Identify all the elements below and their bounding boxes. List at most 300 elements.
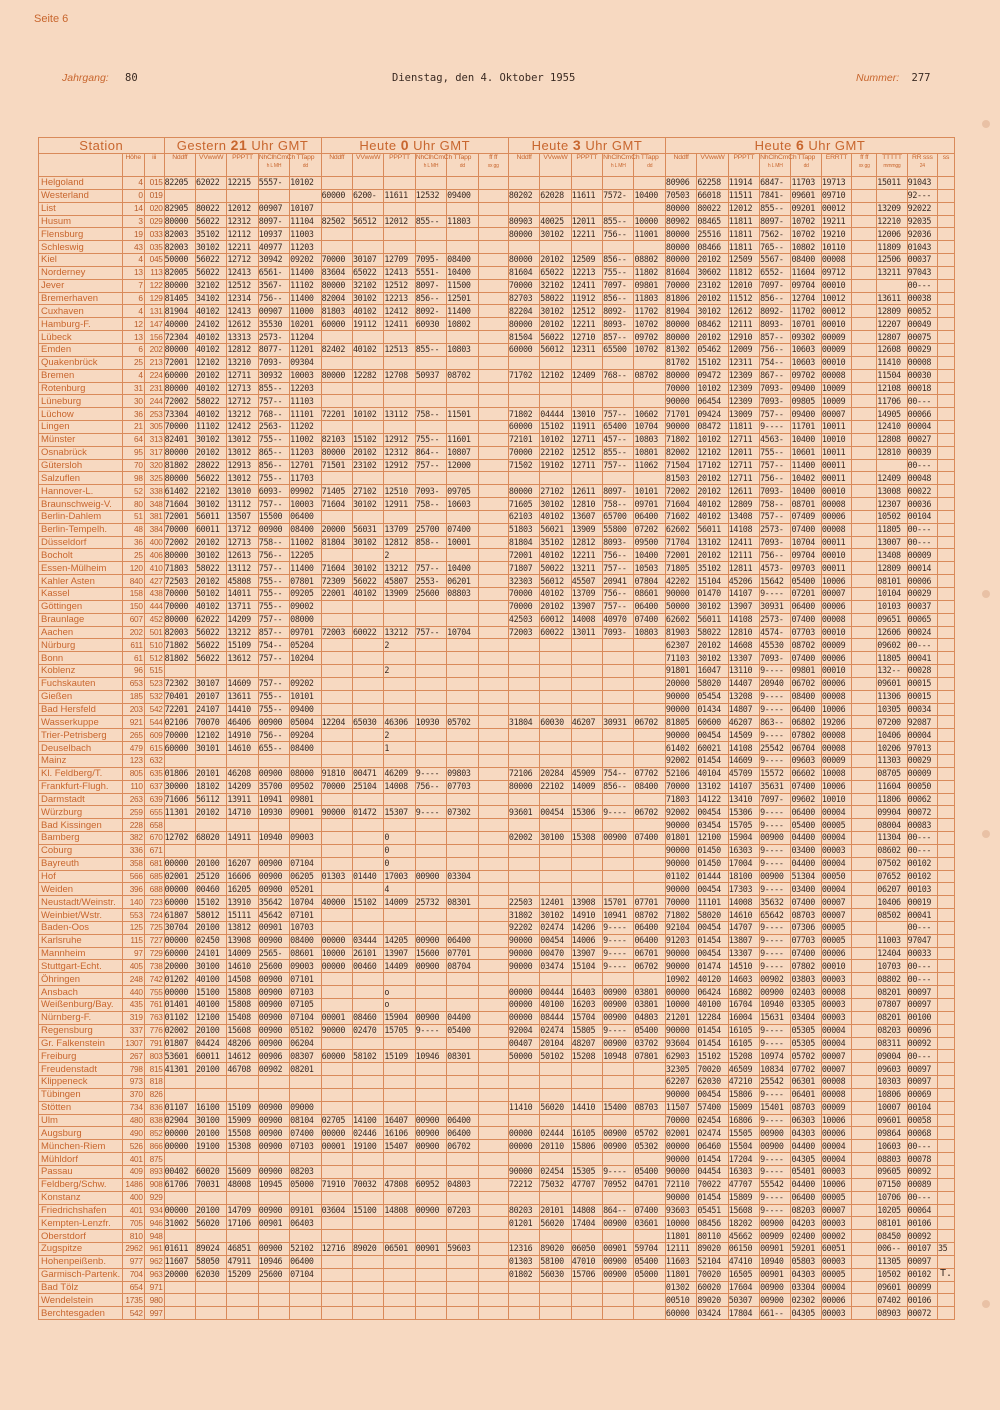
- station-name: Bayreuth: [39, 857, 123, 870]
- obs-cell: 05102: [290, 1024, 321, 1037]
- obs-cell: [321, 202, 352, 215]
- obs-cell: 00000: [508, 1011, 539, 1024]
- obs-cell: 03400: [791, 883, 821, 896]
- obs-cell: 00900: [415, 1011, 446, 1024]
- obs-cell: 09204: [290, 729, 321, 742]
- obs-cell: 26101: [352, 947, 383, 960]
- column-header: VVwwW: [352, 154, 383, 177]
- obs-cell: 15100: [195, 986, 226, 999]
- obs-cell: 05000: [634, 1268, 665, 1281]
- obs-cell: [634, 703, 665, 716]
- obs-cell: 15806: [571, 1140, 602, 1153]
- obs-cell: 27102: [540, 485, 571, 498]
- obs-cell: 13008: [877, 485, 907, 498]
- station-index: 244: [144, 395, 164, 408]
- station-name: Weißenburg/Bay.: [39, 999, 123, 1012]
- obs-cell: [321, 729, 352, 742]
- obs-cell: 8093-: [603, 536, 634, 549]
- obs-cell: 856--: [603, 292, 634, 305]
- obs-cell: 00900: [603, 1217, 634, 1230]
- obs-cell: 07103: [290, 1140, 321, 1153]
- obs-cell: 10946: [258, 1255, 289, 1268]
- obs-cell: 00009: [821, 1101, 851, 1114]
- obs-cell: 12506: [877, 254, 907, 267]
- obs-cell: [937, 600, 954, 613]
- obs-cell: 24102: [195, 318, 226, 331]
- obs-cell: 756--: [760, 343, 791, 356]
- obs-cell: [634, 677, 665, 690]
- obs-cell: [258, 819, 289, 832]
- obs-cell: 16505: [728, 1268, 759, 1281]
- obs-cell: [352, 395, 383, 408]
- obs-cell: [415, 973, 446, 986]
- obs-cell: [852, 1153, 877, 1166]
- obs-cell: [384, 1230, 415, 1243]
- obs-cell: 15805: [571, 1024, 602, 1037]
- obs-cell: 755--: [258, 600, 289, 613]
- obs-cell: [937, 857, 954, 870]
- obs-cell: [937, 754, 954, 767]
- obs-cell: [540, 754, 571, 767]
- obs-cell: 80000: [508, 485, 539, 498]
- obs-cell: 12000: [447, 459, 478, 472]
- obs-cell: [415, 1191, 446, 1204]
- obs-cell: [415, 999, 446, 1012]
- obs-cell: 10807: [447, 446, 478, 459]
- station-elevation: 228: [122, 819, 144, 832]
- station-index: 515: [144, 665, 164, 678]
- obs-cell: 71803: [164, 562, 195, 575]
- obs-cell: 30932: [258, 369, 289, 382]
- obs-cell: 80000: [665, 202, 696, 215]
- obs-cell: 80000: [665, 369, 696, 382]
- station-row: [39, 1011, 955, 1024]
- obs-cell: 70020: [697, 1063, 728, 1076]
- station-elevation: 2962: [122, 1243, 144, 1256]
- obs-cell: 10704: [447, 626, 478, 639]
- station-name: Tübingen: [39, 1088, 123, 1101]
- obs-cell: 70000: [508, 600, 539, 613]
- obs-cell: [415, 356, 446, 369]
- obs-cell: 01801: [665, 832, 696, 845]
- station-row: [39, 421, 955, 434]
- obs-cell: 15600: [415, 947, 446, 960]
- obs-cell: 08465: [697, 215, 728, 228]
- obs-cell: [384, 600, 415, 613]
- obs-cell: 10704: [791, 536, 821, 549]
- obs-cell: [478, 1191, 508, 1204]
- obs-cell: [603, 1063, 634, 1076]
- obs-cell: 4574-: [760, 626, 791, 639]
- obs-cell: [321, 331, 352, 344]
- obs-cell: 06400: [634, 600, 665, 613]
- obs-cell: 10000: [665, 1217, 696, 1230]
- obs-cell: [508, 819, 539, 832]
- obs-cell: 90000: [665, 947, 696, 960]
- obs-cell: 11203: [290, 446, 321, 459]
- obs-cell: [227, 1153, 258, 1166]
- station-name: Mainz: [39, 754, 123, 767]
- station-elevation: 95: [122, 446, 144, 459]
- obs-cell: 60000: [164, 369, 195, 382]
- obs-cell: 09801: [634, 279, 665, 292]
- station-elevation: 12: [122, 318, 144, 331]
- column-header: TTapp dd: [791, 154, 821, 177]
- obs-cell: 01806: [164, 767, 195, 780]
- obs-cell: [852, 1230, 877, 1243]
- obs-cell: 05000: [290, 1178, 321, 1191]
- obs-cell: 00454: [540, 806, 571, 819]
- obs-cell: [603, 241, 634, 254]
- obs-cell: 756--: [258, 549, 289, 562]
- obs-cell: 09710: [821, 189, 851, 202]
- obs-cell: 10502: [877, 1268, 907, 1281]
- obs-cell: [415, 677, 446, 690]
- station-elevation: 805: [122, 767, 144, 780]
- obs-cell: 81702: [665, 356, 696, 369]
- obs-cell: [852, 305, 877, 318]
- obs-cell: 15904: [728, 832, 759, 845]
- obs-cell: 12713: [227, 382, 258, 395]
- obs-cell: [603, 1230, 634, 1243]
- obs-cell: 40102: [697, 498, 728, 511]
- obs-cell: 15909: [227, 1114, 258, 1127]
- obs-cell: [603, 356, 634, 369]
- obs-cell: [634, 395, 665, 408]
- station-elevation: 6: [122, 343, 144, 356]
- obs-cell: 10003: [290, 369, 321, 382]
- obs-cell: 00900: [603, 986, 634, 999]
- column-header: ff ff xx gg: [478, 154, 508, 177]
- obs-cell: 10974: [760, 1050, 791, 1063]
- obs-cell: 72001: [164, 356, 195, 369]
- obs-cell: 30102: [697, 305, 728, 318]
- obs-cell: [571, 677, 602, 690]
- obs-cell: 80110: [697, 1230, 728, 1243]
- obs-cell: 855--: [603, 446, 634, 459]
- obs-cell: [478, 549, 508, 562]
- obs-cell: [508, 472, 539, 485]
- obs-cell: 14009: [384, 896, 415, 909]
- obs-cell: 00052: [907, 305, 937, 318]
- station-name: Emden: [39, 343, 123, 356]
- obs-cell: 00099: [907, 1281, 937, 1294]
- obs-cell: [852, 1050, 877, 1063]
- obs-cell: 00900: [760, 1294, 791, 1307]
- station-elevation: 80: [122, 498, 144, 511]
- obs-cell: 81302: [665, 343, 696, 356]
- obs-cell: [852, 562, 877, 575]
- obs-cell: [321, 1153, 352, 1166]
- station-elevation: 51: [122, 510, 144, 523]
- station-row: [39, 523, 955, 536]
- obs-cell: [321, 382, 352, 395]
- obs-cell: [415, 883, 446, 896]
- obs-cell: 70000: [508, 446, 539, 459]
- obs-cell: 62103: [508, 510, 539, 523]
- obs-cell: 51304: [791, 870, 821, 883]
- obs-cell: 12012: [728, 202, 759, 215]
- obs-cell: [508, 973, 539, 986]
- station-row: [39, 498, 955, 511]
- obs-cell: 10406: [877, 729, 907, 742]
- obs-cell: [384, 1255, 415, 1268]
- obs-cell: 00900: [258, 1114, 289, 1127]
- obs-cell: 13007: [877, 536, 907, 549]
- obs-cell: 40025: [540, 215, 571, 228]
- station-index: 738: [144, 960, 164, 973]
- obs-cell: [195, 1076, 226, 1089]
- obs-cell: [447, 1037, 478, 1050]
- obs-cell: 45507: [571, 575, 602, 588]
- obs-cell: 11702: [791, 305, 821, 318]
- obs-cell: 03803: [791, 973, 821, 986]
- obs-cell: [478, 254, 508, 267]
- station-index: 452: [144, 613, 164, 626]
- obs-cell: 80000: [665, 318, 696, 331]
- obs-cell: [937, 202, 954, 215]
- obs-cell: 09202: [290, 254, 321, 267]
- obs-cell: [478, 279, 508, 292]
- station-row: [39, 305, 955, 318]
- obs-cell: [321, 857, 352, 870]
- obs-cell: 10940: [760, 1255, 791, 1268]
- obs-cell: 12211: [571, 549, 602, 562]
- obs-cell: 00900: [603, 1268, 634, 1281]
- obs-cell: 09205: [290, 588, 321, 601]
- obs-cell: 09000: [290, 1101, 321, 1114]
- column-header: ff ff xx gg: [852, 154, 877, 177]
- obs-cell: 757--: [258, 677, 289, 690]
- obs-cell: [603, 754, 634, 767]
- obs-cell: 14006: [571, 934, 602, 947]
- obs-cell: 12215: [227, 177, 258, 190]
- obs-cell: 81806: [665, 292, 696, 305]
- obs-cell: [415, 613, 446, 626]
- obs-cell: 17404: [571, 1217, 602, 1230]
- obs-cell: 92022: [907, 202, 937, 215]
- obs-cell: [852, 395, 877, 408]
- station-elevation: 97: [122, 947, 144, 960]
- obs-cell: [352, 1255, 383, 1268]
- obs-cell: 8092-: [760, 305, 791, 318]
- obs-cell: 00004: [821, 1281, 851, 1294]
- column-header: PPPTT: [728, 154, 759, 177]
- obs-cell: [634, 754, 665, 767]
- obs-cell: [478, 575, 508, 588]
- station-row: [39, 1165, 955, 1178]
- obs-cell: 09202: [290, 677, 321, 690]
- station-index: 615: [144, 742, 164, 755]
- column-header: NhClhCmCh h L MH: [760, 154, 791, 177]
- station-row: [39, 588, 955, 601]
- obs-cell: [478, 536, 508, 549]
- station-row: [39, 1153, 955, 1166]
- obs-cell: 50937: [415, 369, 446, 382]
- obs-cell: 6200-: [352, 189, 383, 202]
- obs-cell: 00900: [258, 1011, 289, 1024]
- obs-cell: 05400: [634, 1024, 665, 1037]
- column-header: TTapp dd: [634, 154, 665, 177]
- obs-cell: [508, 202, 539, 215]
- column-header: PPPTT: [227, 154, 258, 177]
- obs-cell: 70070: [195, 716, 226, 729]
- obs-cell: 00050: [907, 780, 937, 793]
- station-elevation: 98: [122, 472, 144, 485]
- obs-cell: 19112: [352, 318, 383, 331]
- obs-cell: 58022: [540, 292, 571, 305]
- obs-cell: 00900: [760, 1140, 791, 1153]
- obs-cell: 00027: [907, 433, 937, 446]
- obs-cell: [937, 266, 954, 279]
- obs-cell: [415, 382, 446, 395]
- station-elevation: 526: [122, 1140, 144, 1153]
- obs-cell: 14905: [877, 408, 907, 421]
- obs-cell: 11611: [571, 189, 602, 202]
- obs-cell: 08104: [290, 1114, 321, 1127]
- obs-cell: 12513: [384, 343, 415, 356]
- obs-cell: 00014: [907, 562, 937, 575]
- station-elevation: 337: [122, 1024, 144, 1037]
- obs-cell: 56012: [540, 575, 571, 588]
- obs-cell: [478, 1127, 508, 1140]
- obs-cell: 31002: [164, 1217, 195, 1230]
- obs-cell: 00407: [508, 1037, 539, 1050]
- obs-cell: [447, 703, 478, 716]
- obs-cell: 16105: [728, 1024, 759, 1037]
- obs-cell: 00---: [907, 960, 937, 973]
- obs-cell: 71604: [321, 498, 352, 511]
- station-index: 866: [144, 1140, 164, 1153]
- station-name: Berlin-Tempelh.: [39, 523, 123, 536]
- obs-cell: 10704: [290, 896, 321, 909]
- obs-cell: 07802: [791, 960, 821, 973]
- station-index: 761: [144, 999, 164, 1012]
- station-row: [39, 1114, 955, 1127]
- obs-cell: 2553-: [415, 575, 446, 588]
- obs-cell: 13408: [728, 510, 759, 523]
- obs-cell: 08400: [290, 523, 321, 536]
- obs-cell: 65022: [352, 266, 383, 279]
- obs-cell: [415, 844, 446, 857]
- obs-cell: [478, 716, 508, 729]
- obs-cell: [877, 459, 907, 472]
- obs-cell: 12102: [540, 369, 571, 382]
- obs-cell: 82005: [164, 266, 195, 279]
- obs-cell: 02002: [508, 832, 539, 845]
- obs-cell: 12606: [877, 626, 907, 639]
- obs-cell: [478, 356, 508, 369]
- obs-cell: 00003: [821, 999, 851, 1012]
- obs-cell: 09602: [791, 793, 821, 806]
- obs-cell: 15011: [877, 177, 907, 190]
- obs-cell: 90000: [508, 934, 539, 947]
- obs-cell: 10000: [665, 999, 696, 1012]
- obs-cell: 20100: [195, 1063, 226, 1076]
- obs-cell: 16407: [384, 1114, 415, 1127]
- obs-cell: [852, 716, 877, 729]
- obs-cell: [937, 279, 954, 292]
- obs-cell: 00006: [821, 600, 851, 613]
- obs-cell: 81802: [164, 652, 195, 665]
- obs-cell: 07701: [634, 896, 665, 909]
- obs-cell: 11806: [877, 793, 907, 806]
- obs-cell: 90000: [665, 1165, 696, 1178]
- obs-cell: [937, 1024, 954, 1037]
- obs-cell: 07400: [447, 523, 478, 536]
- obs-cell: 60000: [164, 896, 195, 909]
- obs-cell: [415, 1153, 446, 1166]
- obs-cell: [352, 729, 383, 742]
- station-row: [39, 780, 955, 793]
- obs-cell: 09701: [290, 626, 321, 639]
- station-elevation: 110: [122, 780, 144, 793]
- obs-cell: 10102: [697, 382, 728, 395]
- station-name: Stuttgart-Echt.: [39, 960, 123, 973]
- obs-cell: [937, 986, 954, 999]
- obs-cell: 16100: [195, 1101, 226, 1114]
- obs-cell: [540, 677, 571, 690]
- obs-cell: [227, 754, 258, 767]
- station-name: Berlin-Dahlem: [39, 510, 123, 523]
- obs-cell: 16303: [728, 844, 759, 857]
- obs-cell: [321, 844, 352, 857]
- obs-cell: 50022: [540, 562, 571, 575]
- obs-cell: [937, 1230, 954, 1243]
- obs-cell: 00012: [821, 202, 851, 215]
- obs-cell: 00029: [907, 343, 937, 356]
- obs-cell: [603, 819, 634, 832]
- obs-cell: 60021: [697, 742, 728, 755]
- obs-cell: 12709: [384, 254, 415, 267]
- obs-cell: [321, 241, 352, 254]
- obs-cell: 00004: [821, 806, 851, 819]
- obs-cell: 71802: [665, 433, 696, 446]
- obs-cell: 08400: [447, 254, 478, 267]
- obs-cell: 46708: [227, 1063, 258, 1076]
- obs-cell: [852, 690, 877, 703]
- obs-cell: 66018: [697, 189, 728, 202]
- obs-cell: 00007: [821, 588, 851, 601]
- station-name: Freiburg: [39, 1050, 123, 1063]
- obs-cell: [937, 472, 954, 485]
- obs-cell: 10104: [877, 588, 907, 601]
- obs-cell: 00454: [697, 947, 728, 960]
- obs-cell: 09702: [791, 369, 821, 382]
- obs-cell: 00906: [258, 1050, 289, 1063]
- station-elevation: 705: [122, 1217, 144, 1230]
- obs-cell: 80202: [508, 189, 539, 202]
- obs-cell: 00000: [321, 934, 352, 947]
- obs-cell: [852, 896, 877, 909]
- obs-cell: 06204: [290, 1037, 321, 1050]
- column-header: VVwwW: [540, 154, 571, 177]
- obs-cell: 00010: [821, 665, 851, 678]
- obs-cell: [508, 1230, 539, 1243]
- obs-cell: [321, 1037, 352, 1050]
- obs-cell: 06802: [791, 716, 821, 729]
- obs-cell: 00069: [907, 1088, 937, 1101]
- obs-cell: 00097: [907, 1255, 937, 1268]
- obs-cell: 17204: [728, 1153, 759, 1166]
- obs-cell: 00033: [907, 947, 937, 960]
- obs-cell: [508, 870, 539, 883]
- obs-cell: 757--: [258, 652, 289, 665]
- station-name: Mannheim: [39, 947, 123, 960]
- obs-cell: 13711: [227, 600, 258, 613]
- obs-cell: 20102: [195, 369, 226, 382]
- obs-cell: 12207: [877, 318, 907, 331]
